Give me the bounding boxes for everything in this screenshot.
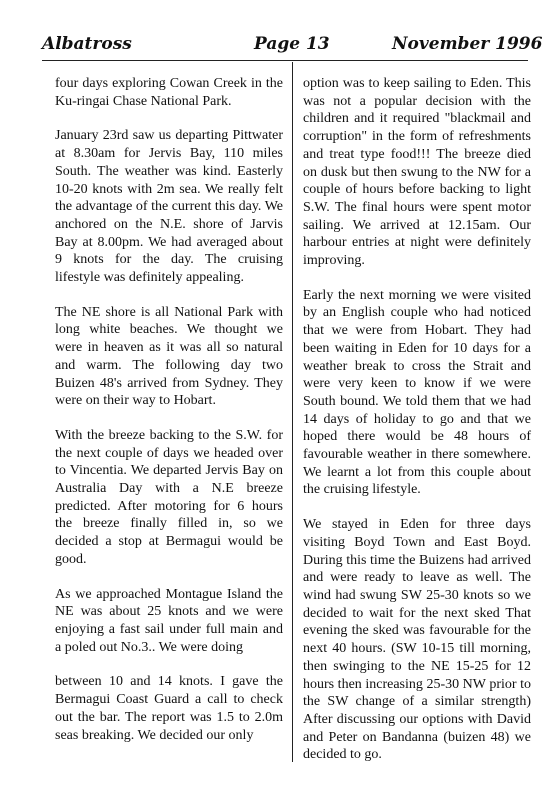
paragraph: Early the next morning we were visited by an English couple who had noticed that we were from Hobart. They had been waiting in Eden for 10 days for a weather break to cross the Strait and were very keen to know if we were South bound. We told them that we had 14 days of holiday to go and that we hoped there would be 48 hours of favourable weather in there somewhere. We learnt a lot from this couple about the cruising lifestyle. bbox=[303, 287, 531, 498]
paragraph: The NE shore is all National Park with long white beaches. We thought we were in heaven as it was all so natural and warm. The following day two Buizen 48's arrived from Sydney. They were on their way to Hobart. bbox=[55, 304, 283, 409]
paragraph: between 10 and 14 knots. I gave the Bermagui Coast Guard a call to check out the bar. The report was 1.5 to 2.0m seas breaking. We decided our only bbox=[55, 674, 283, 743]
newsletter-title: Albatross bbox=[42, 34, 132, 54]
column-divider bbox=[292, 62, 293, 762]
left-column bbox=[55, 75, 283, 761]
page-header bbox=[0, 0, 553, 60]
right-column bbox=[303, 75, 531, 781]
paragraph: We stayed in Eden for three days visiting Boyd Town and East Boyd. During this time the Buizens had arrived and were ready to leave as well. The wind had swung SW 25-30 knots so we decided to wait for the next sked That evening the sked was favourable for the next 40 hours. (SW 10-15 till morning, then swinging to the NE 15-25 for 12 hours then increasing 25-30 NW prior to the SW change of a similar strength) After discussing our options with David and Peter on Bandanna (buizen 48) we decided to go. bbox=[303, 517, 531, 763]
paragraph: January 23rd saw us departing Pittwater at 8.30am for Jervis Bay, 110 miles South. The weather was kind. Easterly 10-20 knots with 2m sea. We really felt the advantage of the current this day. We anchored on the N.E. shore of Jarvis Bay at 8.00pm. We had averaged about 9 knots for the day. The cruising lifestyle was definitely appealing. bbox=[55, 128, 283, 286]
page-number: Page 13 bbox=[254, 34, 330, 54]
paragraph: four days exploring Cowan Creek in the Ku-ringai Chase National Park. bbox=[55, 76, 283, 109]
header-rule bbox=[42, 60, 528, 61]
paragraph: As we approached Montague Island the NE was about 25 knots and we were enjoying a fast sail under full main and a poled out No.3.. We were doing bbox=[55, 586, 283, 655]
issue-date: November 1996 bbox=[392, 34, 543, 54]
paragraph: With the breeze backing to the S.W. for the next couple of days we headed over to Vincentia. We departed Jervis Bay on Australia Day with a N.E breeze predicted. After motoring for 6 hours the breeze finally filled in, so we decided a stop at Bermagui would be good. bbox=[55, 427, 283, 567]
paragraph: option was to keep sailing to Eden. This was not a popular decision with the children and it required "blackmail and corruption" in the form of refreshments and treat type food!!! The breeze died on dusk but then swung to the NW for a couple of hours before backing to light S.W. The final hours were spent motor sailing. We arrived at 12.15am. Our harbour entries at night were definitely improving. bbox=[303, 76, 531, 269]
